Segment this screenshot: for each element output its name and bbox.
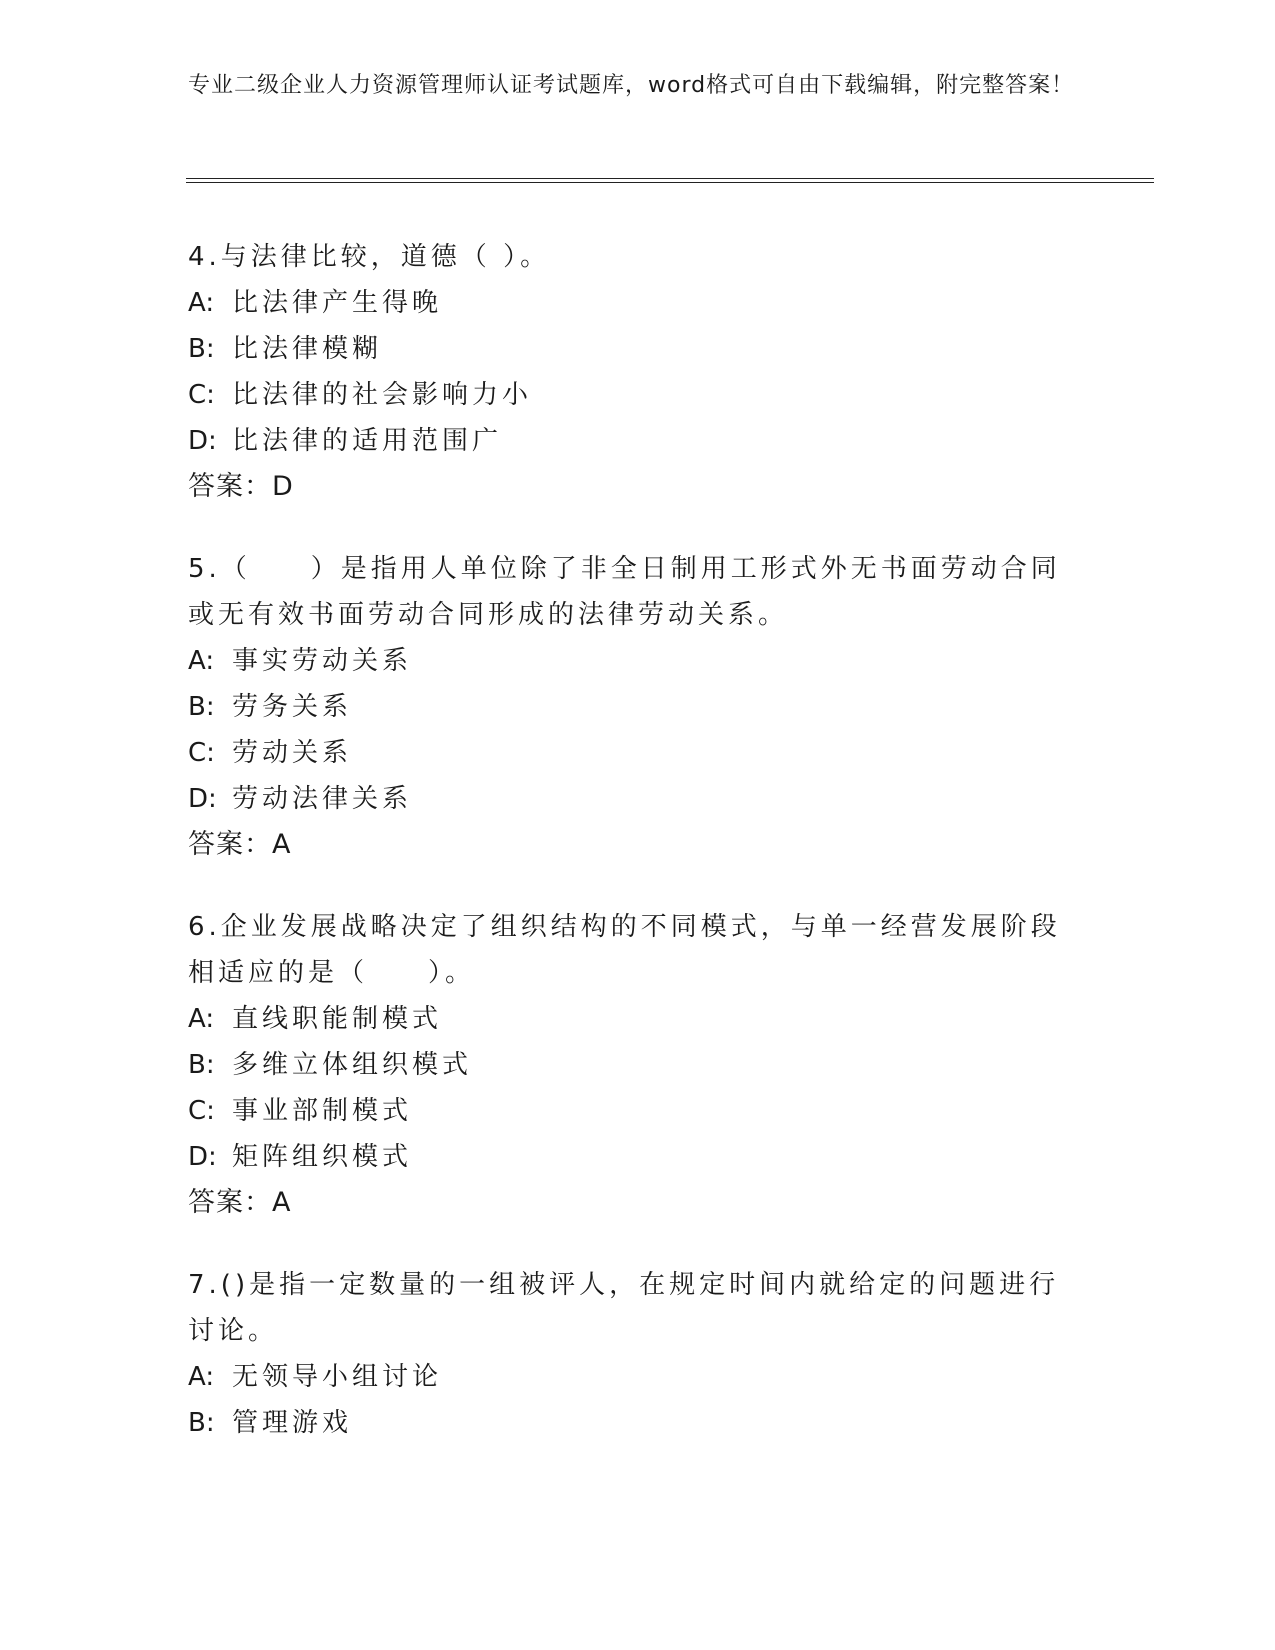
question-item <box>188 904 1088 1226</box>
option-text: 劳动关系 <box>232 738 353 768</box>
answer-value: A <box>272 829 293 860</box>
option-a <box>188 638 1088 684</box>
document-header: 专业二级企业人力资源管理师认证考试题库，word格式可自由下载编辑，附完整答案！ <box>188 73 1075 98</box>
answer-label: 答案： <box>188 471 272 502</box>
option-text: 比法律的适用范围广 <box>232 426 503 456</box>
option-d <box>188 418 1088 464</box>
option-letter: B: <box>188 692 215 722</box>
question-text: 5.（ ）是指用人单位除了非全日制用工形式外无书面劳动合同或无有效书面劳动合同形成的法律劳动关系。 <box>188 554 1061 630</box>
question-item <box>188 234 1088 510</box>
option-b <box>188 1042 1088 1088</box>
answer-line <box>188 822 1088 868</box>
option-letter: D: <box>188 784 217 814</box>
question-text: 4.与法律比较，道德（ ）。 <box>188 242 551 272</box>
answer-line <box>188 464 1088 510</box>
option-b <box>188 684 1088 730</box>
option-text: 矩阵组织模式 <box>232 1142 413 1172</box>
option-a <box>188 280 1088 326</box>
option-text: 直线职能制模式 <box>232 1004 443 1034</box>
option-letter: C: <box>188 738 215 768</box>
option-letter: D: <box>188 426 217 456</box>
option-text: 比法律的社会影响力小 <box>232 380 533 410</box>
option-letter: B: <box>188 1408 215 1438</box>
option-d <box>188 1134 1088 1180</box>
option-text: 事业部制模式 <box>232 1096 413 1126</box>
option-letter: A: <box>188 1362 215 1392</box>
option-d <box>188 776 1088 822</box>
question-list <box>188 234 1088 1482</box>
answer-line <box>188 1180 1088 1226</box>
option-text: 管理游戏 <box>232 1408 353 1438</box>
option-letter: D: <box>188 1142 217 1172</box>
option-text: 比法律产生得晚 <box>232 288 443 318</box>
option-text: 比法律模糊 <box>232 334 383 364</box>
option-text: 多维立体组织模式 <box>232 1050 473 1080</box>
option-a <box>188 1354 1088 1400</box>
option-text: 劳动法律关系 <box>232 784 413 814</box>
option-a <box>188 996 1088 1042</box>
answer-value: A <box>272 1187 293 1218</box>
question-item <box>188 546 1088 868</box>
answer-label: 答案： <box>188 1187 272 1218</box>
answer-value: D <box>272 471 295 502</box>
option-letter: A: <box>188 288 215 318</box>
option-b <box>188 1400 1088 1446</box>
option-letter: B: <box>188 1050 215 1080</box>
option-letter: C: <box>188 1096 215 1126</box>
question-item <box>188 1262 1088 1446</box>
answer-label: 答案： <box>188 829 272 860</box>
option-letter: A: <box>188 1004 215 1034</box>
option-text: 无领导小组讨论 <box>232 1362 443 1392</box>
option-text: 事实劳动关系 <box>232 646 413 676</box>
option-c <box>188 372 1088 418</box>
option-letter: B: <box>188 334 215 364</box>
option-letter: C: <box>188 380 215 410</box>
option-c <box>188 730 1088 776</box>
question-text: 7.()是指一定数量的一组被评人，在规定时间内就给定的问题进行讨论。 <box>188 1270 1060 1346</box>
option-letter: A: <box>188 646 215 676</box>
header-divider <box>186 178 1154 183</box>
option-b <box>188 326 1088 372</box>
option-text: 劳务关系 <box>232 692 353 722</box>
question-text: 6.企业发展战略决定了组织结构的不同模式，与单一经营发展阶段相适应的是（ ）。 <box>188 912 1061 988</box>
option-c <box>188 1088 1088 1134</box>
